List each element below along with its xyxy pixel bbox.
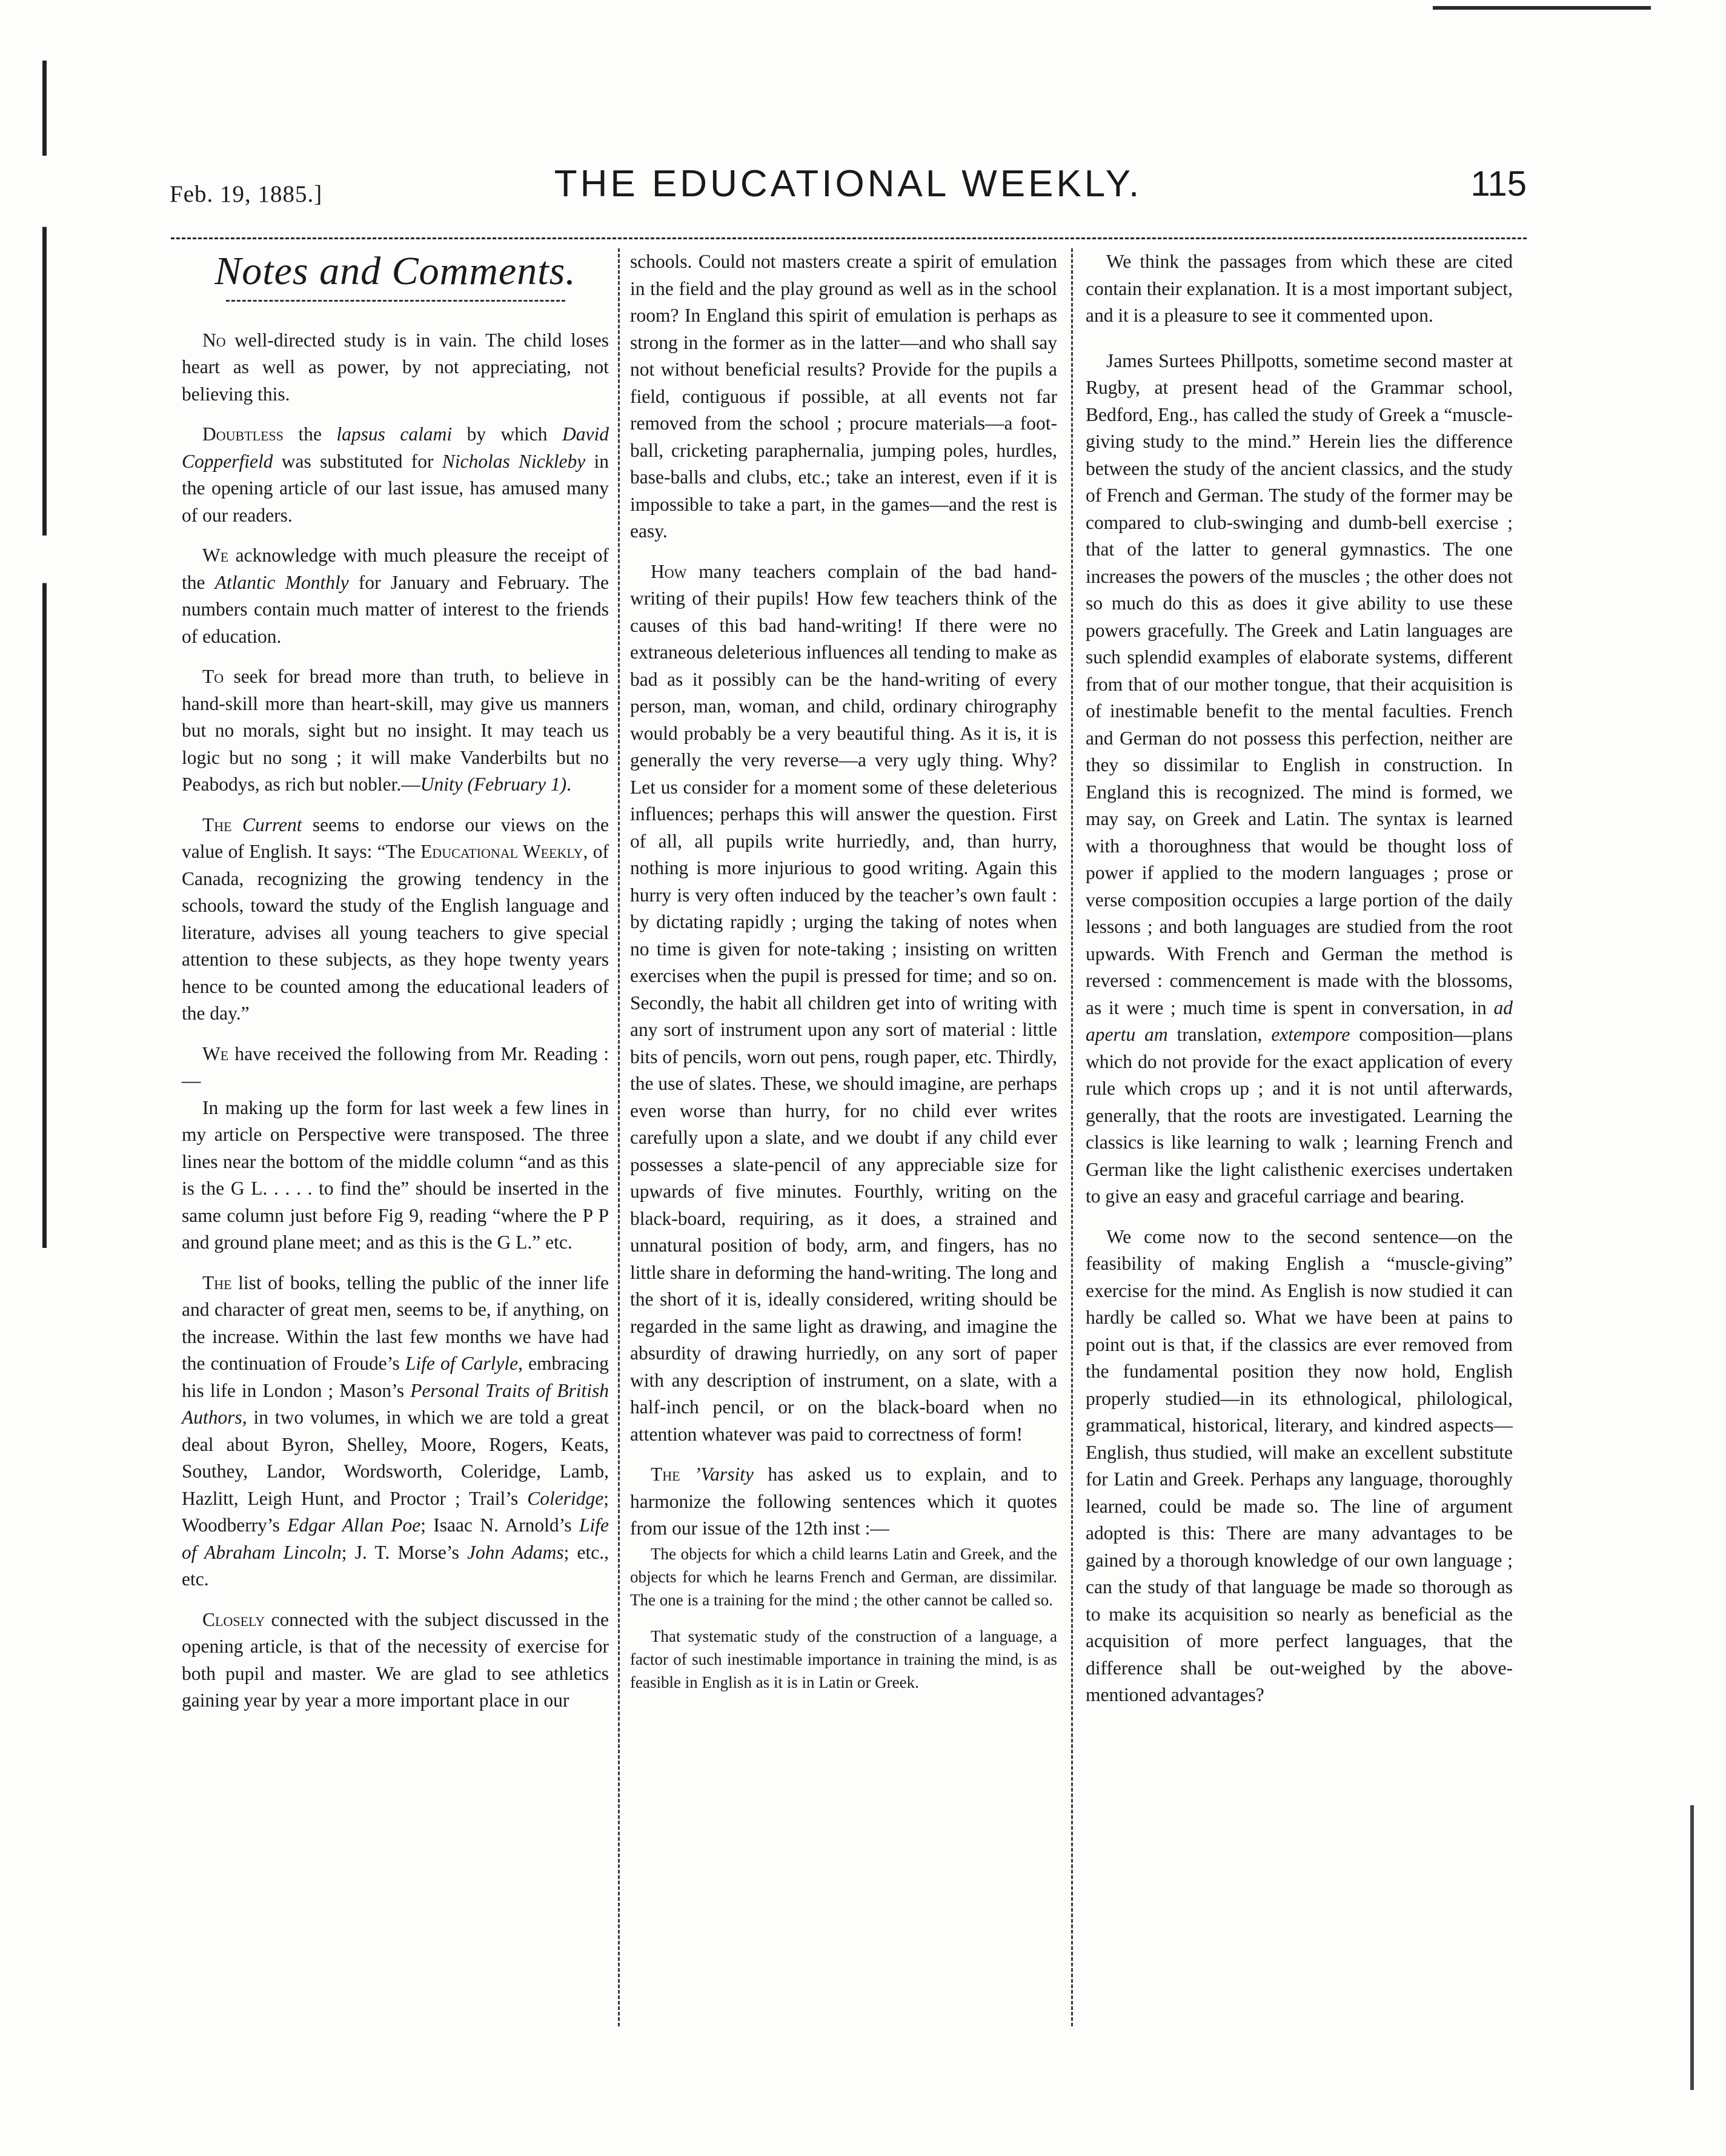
issue-date: Feb. 19, 1885.]	[170, 181, 323, 207]
paragraph-schools: schools. Could not masters create a spirit of emulation in the field and the play ground as well as in the school room? In England this spirit of emulation is perhaps as strong in the former as in the latter—and who shall say not without beneficial results? Provide for the pupils a field, contiguous if possible, at all events not far removed from the school ; procure materials—a foot-ball, cricketing paraphernalia, jumping poles, hurdles, base-balls and clubs, etc.; take an interest, even if it is impossible to take a part, in the games—and the rest is easy.	[630, 251, 1057, 542]
paragraph-reading: We have received the following from Mr. Reading :—	[182, 1043, 609, 1092]
section-title: Notes and Comments.	[214, 249, 576, 293]
column-2	[630, 248, 1057, 1707]
paragraph-phillpotts: James Surtees Phillpotts, sometime second master at Rugby, at present head of the Grammar school, Bedford, Eng., has called the study of Greek a “muscle-giving study to the mind.” Herein lies the difference between the study of the ancient classics, and the study of French and German. The study of the former may be compared to club-swinging and dumb-bell exercise ; that of the latter to general gymnastics. The one increases the powers of the muscles ; the other does not so much do this as does it give ability to use these powers gracefully. The Greek and Latin languages are such splendid examples of elaborate systems, different from that of our mother tongue, that their acquisition is of inestimable benefit to the mental faculties. French and German do not possess this perfection, neither are they so dissimilar to English in construction. In England this is recognized. The mind is formed, we may say, on Greek and Latin. The syntax is learned with a thoroughness that would be thought loss of power if applied to the modern languages ; prose or verse composition occupies a large portion of the daily lessons ; and both languages are studied from the root upwards. With French and German the method is reversed : commencement is made with the blossoms, as it were ; much time is spent in conversation, in ad apertu am translation, extempore composition—plans which do not provide for the exact application of every rule which crops up ; and it is not until afterwards, generally, that the roots are investigated. Learning the classics is like learning to walk ; learning French and German like the light calisthenic exercises undertaken to give an easy and graceful carriage and bearing.	[1086, 350, 1513, 1207]
page-number: 115	[1470, 164, 1527, 204]
paragraph-handwriting: How many teachers complain of the bad hand-writing of their pupils! How few teachers think of the causes of this bad hand-writing! If there were no extraneous deleterious influences all tending to make as bad as it possibly can be the hand-writing of every person, man, woman, and child, ordinary chirography would probably be a very beautiful thing. As it is, it is generally the very reverse—a very ugly thing. Why? Let us consider for a moment some of these deleterious influences; perhaps this will answer the question. First of all, all pupils write hurriedly, and, than hurry, nothing is more injurious to good writing. Again this hurry is very often induced by the teacher’s own fault : by dictating rapidly ; urging the taking of notes when no time is given for note-taking ; insisting on written exercises when the pupil is pressed for time; and so on. Secondly, the habit all children get into of writing with any sort of instrument upon any sort of material : little bits of pencils, worn out pens, rough paper, etc. Thirdly, the use of slates. These, we should imagine, are perhaps even worse than hurry, for no child ever writes carefully upon a slate, and we doubt if any child ever possesses a slate-pencil of any appreciable size for upwards of five minutes. Fourthly, writing on the black-board, requiring, as it does, a strained and unnatural position of body, arm, and fingers, has no little share in deforming the hand-writing. The long and the short of it is, ideally considered, writing should be regarded in the same light as drawing, and imagine the absurdity of drawing hurriedly, on any sort of paper with any description of instrument, on a slate, with a half-inch pencil, or on the black-board when no attention whatever was paid to correctness of form!	[630, 560, 1057, 1445]
quoted-sentence-2: That systematic study of the construction of a language, a factor of such inestimable importance in training the mind, is as feasible in English as it is in Latin or Greek.	[630, 1627, 1057, 1691]
scan-artifact-right-edge	[1690, 1805, 1694, 2090]
header-rule	[171, 237, 1527, 239]
column-3	[1086, 248, 1513, 1722]
quoted-sentence-1: The objects for which a child learns Latin and Greek, and the objects for which he learns French and German, are dissimilar. The one is a training for the mind ; the other cannot be called so.	[630, 1544, 1057, 1609]
paragraph-current: The Current seems to endorse our views on the value of English. It says: “The Educational Weekly, of Canada, recognizing the growing tendency in the schools, toward the study of the English language and literature, advises all young teachers to give special attention to these subjects, as they hope twenty years hence to be counted among the educational leaders of the day.”	[182, 814, 609, 1024]
scan-artifact-left-edge	[42, 61, 47, 1248]
paragraph-varsity: The ’Varsity has asked us to explain, and to harmonize the following sentences which it quotes from our issue of the 12th inst :—	[630, 1464, 1057, 1539]
paragraph-atlantic: We acknowledge with much pleasure the receipt of the Atlantic Monthly for January and February. The numbers contain much matter of interest to the friends of education.	[182, 545, 609, 647]
paragraph-second-sentence: We come now to the second sentence—on the feasibility of making English a “muscle-giving” exercise for the mind. As English is now studied it can hardly be called so. What we have been at pains to point out is that, if the classics are ever removed from the fundamental position they now hold, English properly studied—in its ethnological, philological, grammatical, historical, literary, and kindred aspects—English, thus studied, will make an excellent substitute for Latin and Greek. Perhaps any language, thoroughly learned, could be made so. The line of argument adopted is this: There are many advantages to be gained by a thorough knowledge of our own language ; can the study of that language be made so thorough as to make its acquisition so nearly as beneficial as the acquisition of more perfect languages, that the difference shall be out-weighed by the above-mentioned advantages?	[1086, 1226, 1513, 1705]
paragraph-passages: We think the passages from which these are cited contain their explanation. It is a most important subject, and it is a pleasure to see it commented upon.	[1086, 251, 1513, 326]
column-divider-2	[1071, 248, 1073, 2026]
title-rule	[226, 300, 565, 302]
paragraph-study: No well-directed study is in vain. The child loses heart as well as power, by not appreciating, not believing this.	[182, 329, 609, 405]
column-1	[182, 248, 609, 1728]
paragraph-bread: To seek for bread more than truth, to believe in hand-skill more than heart-skill, may give us manners but no morals, sight but no insight. It may teach us logic but no song ; it will make Vanderbilts but no Peabodys, as rich but nobler.—Unity (February 1).	[182, 666, 609, 795]
paragraph-athletics: Closely connected with the subject discussed in the opening article, is that of the necessity of exercise for both pupil and master. We are glad to see athletics gaining year by year a more important place in our	[182, 1608, 609, 1711]
masthead-title: THE EDUCATIONAL WEEKLY.	[554, 163, 1143, 205]
page-header	[170, 162, 1527, 223]
column-divider-1	[618, 248, 620, 2026]
scan-artifact-top-rule	[1433, 6, 1651, 10]
paragraph-lapsus: Doubtless the lapsus calami by which David Copperfield was substituted for Nicholas Nickleby in the opening article of our last issue, has amused many of our readers.	[182, 423, 609, 526]
paragraph-books: The list of books, telling the public of the inner life and character of great men, seems to be, if anything, on the increase. Within the last few months we have had the continuation of Froude’s Life of Carlyle, embracing his life in London ; Mason’s Personal Traits of British Authors, in two volumes, in which we are told a great deal about Byron, Shelley, Moore, Rogers, Keats, Southey, Landor, Wordsworth, Coleridge, Lamb, Hazlitt, Leigh Hunt, and Proctor ; Trail’s Coleridge; Woodberry’s Edgar Allan Poe; Isaac N. Arnold’s Life of Abraham Lincoln; J. T. Morse’s John Adams; etc., etc.	[182, 1272, 609, 1590]
paragraph-perspective: In making up the form for last week a few lines in my article on Perspective were transposed. The three lines near the bottom of the middle column “and as this is the G L. . . . . to find the” should be inserted in the same column just before Fig 9, reading “where the P P and ground plane meet; and as this is the G L.” etc.	[182, 1096, 609, 1253]
